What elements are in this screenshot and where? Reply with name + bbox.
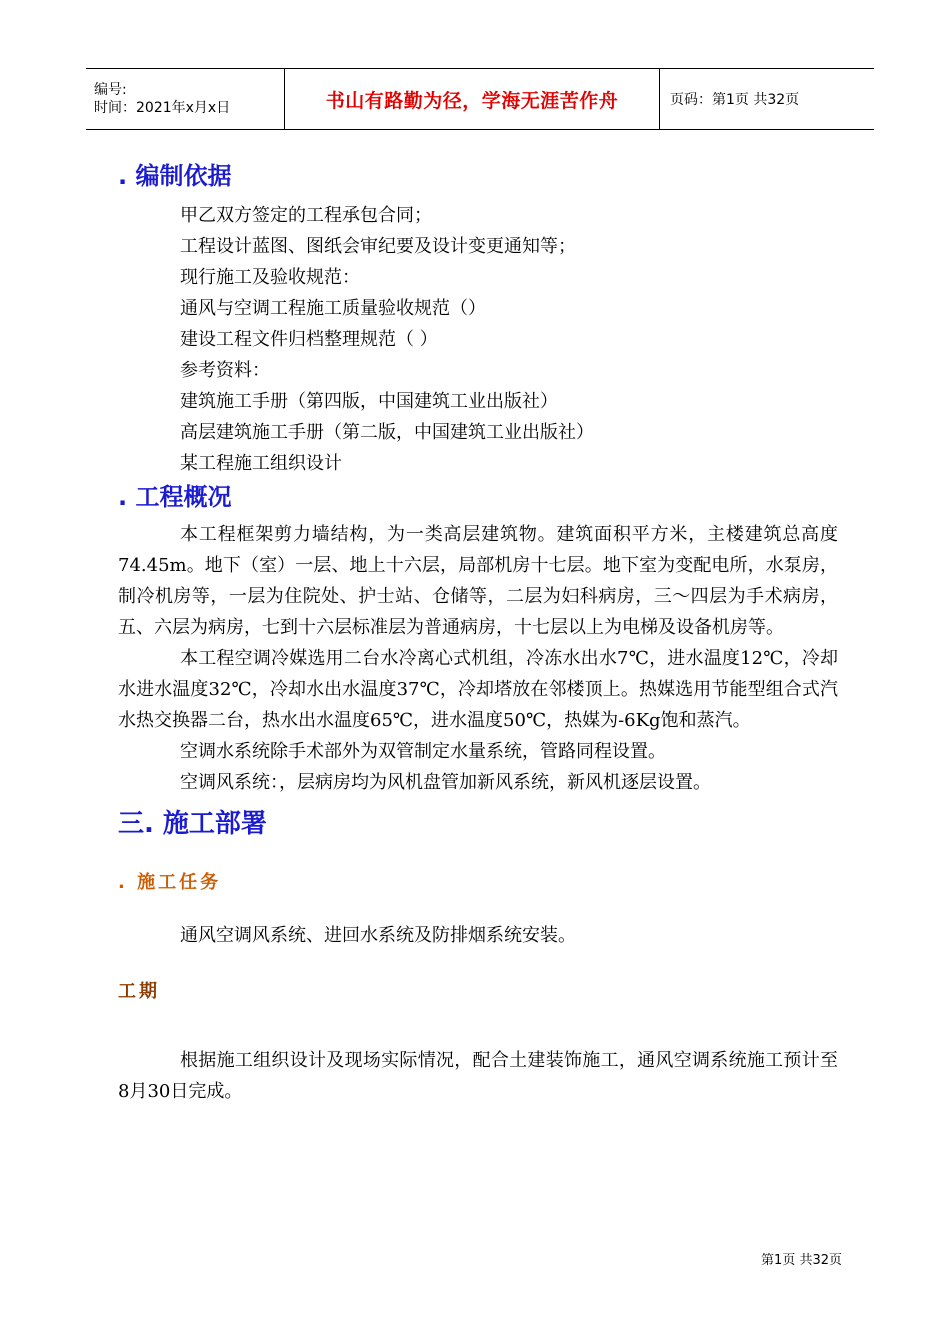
section-title-deployment: 三. 施工部署 — [118, 809, 267, 839]
task-text: 通风空调风系统、进回水系统及防排烟系统安装。 — [180, 925, 576, 946]
header-motto: 书山有路勤为径，学海无涯苦作舟 — [325, 89, 619, 112]
basis-line: 通风与空调工程施工质量验收规范（） — [180, 298, 486, 319]
header-page-cell — [660, 69, 874, 129]
section-title-basis: . 编制依据 — [118, 162, 232, 190]
document-body — [118, 160, 838, 1107]
page-header — [86, 68, 874, 130]
subsection-title-task: . 施工任务 — [118, 872, 222, 893]
header-left-cell — [86, 69, 285, 129]
doc-number-label: 编号: — [94, 82, 127, 98]
header-motto-cell — [285, 69, 660, 129]
basis-line: 某工程施工组织设计 — [180, 453, 342, 474]
overview-paragraph: 本工程框架剪力墙结构，为一类高层建筑物。建筑面积平方米，主楼建筑总高度74.45m。地下（室）一层、地上十六层，局部机房十七层。地下室为变配电所，水泵房，制冷机房等，一层为住院处、护士站、仓储等，二层为妇科病房，三～四层为手术病房，五、六层为病房，七到十六层标准层为普通病房，十七层以上为电梯及设备机房等。 — [118, 524, 838, 638]
basis-line: 高层建筑施工手册（第二版，中国建筑工业出版社） — [180, 422, 594, 443]
overview-paragraph: 空调风系统：，层病房均为风机盘管加新风系统，新风机逐层设置。 — [180, 772, 711, 793]
basis-line: 参考资料： — [180, 360, 270, 381]
basis-line: 建设工程文件归档整理规范（ ） — [180, 329, 438, 350]
basis-line: 现行施工及验收规范： — [180, 267, 360, 288]
schedule-text: 根据施工组织设计及现场实际情况，配合土建装饰施工，通风空调系统施工预计至8月30日完成。 — [118, 1050, 838, 1102]
basis-line: 甲乙双方签定的工程承包合同； — [180, 205, 432, 226]
doc-time-label: 时间：2021年x月x日 — [94, 100, 231, 116]
overview-paragraph: 空调水系统除手术部外为双管制定水量系统，管路同程设置。 — [180, 741, 666, 762]
section-title-overview: . 工程概况 — [118, 483, 232, 511]
subsection-title-schedule: 工期 — [118, 981, 160, 1002]
basis-line: 工程设计蓝图、图纸会审纪要及设计变更通知等； — [180, 236, 576, 257]
page-footer: 第1页 共32页 — [761, 1253, 842, 1268]
overview-paragraph: 本工程空调冷媒选用二台水冷离心式机组，冷冻水出水7℃，进水温度12℃，冷却水进水温度32℃，冷却水出水温度37℃，冷却塔放在邻楼顶上。热媒选用节能型组合式汽水热交换器二台，热水出水温度65℃，进水温度50℃，热媒为-6Kg饱和蒸汽。 — [118, 648, 838, 731]
basis-line: 建筑施工手册（第四版，中国建筑工业出版社） — [180, 391, 558, 412]
header-page-label: 页码：第1页 共32页 — [670, 92, 800, 108]
